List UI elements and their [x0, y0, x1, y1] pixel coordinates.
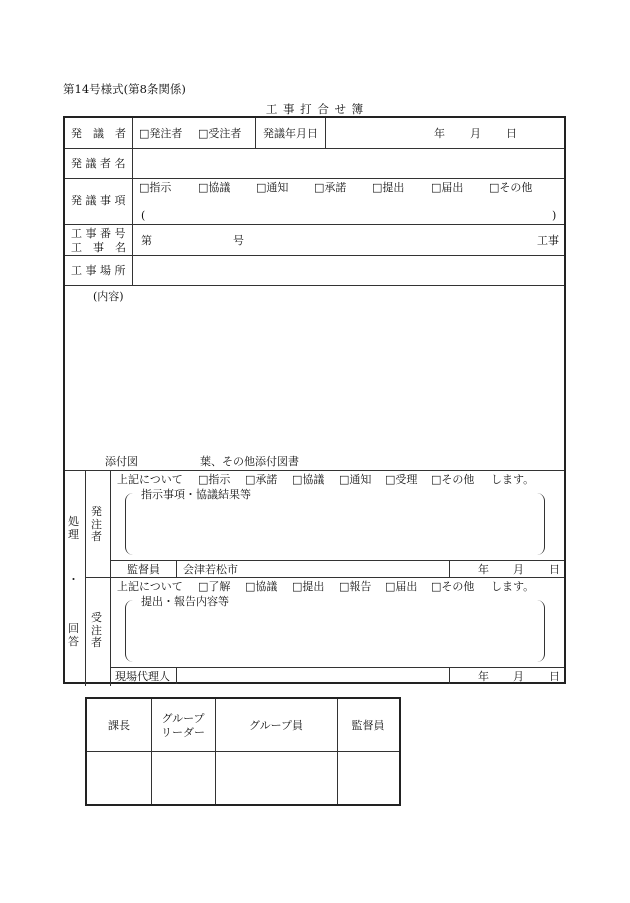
checkbox-icon — [198, 580, 208, 593]
checkbox-icon — [385, 580, 395, 593]
cell-divider — [176, 560, 177, 577]
approval-stamp-table — [85, 697, 401, 806]
attachment-suffix: 葉、その他添付図書 — [200, 455, 299, 468]
checkbox-icon — [139, 181, 149, 194]
stamp-cell-group-leader[interactable] — [152, 752, 215, 804]
checkbox-icon — [372, 181, 382, 194]
checkbox-shiji[interactable] — [139, 182, 171, 193]
option-label: 届出 — [395, 580, 418, 593]
option-label: 承諾 — [324, 181, 347, 194]
checkbox-icon — [198, 181, 208, 194]
option-label: 提出 — [302, 580, 325, 593]
checkbox-icon — [198, 127, 208, 140]
contractor-role-label: 受注者 — [91, 611, 102, 650]
side-dot: ・ — [68, 573, 79, 586]
form-number: 第14号様式(第8条関係) — [63, 82, 186, 96]
option-label: 了解 — [208, 580, 231, 593]
paren-close: ) — [552, 209, 557, 222]
cell-divider — [449, 667, 450, 684]
contractor-intro: 上記について — [117, 580, 183, 593]
orderer-instructions-box[interactable] — [125, 493, 545, 555]
cell-divider — [176, 667, 177, 684]
checkbox-icon — [339, 580, 349, 593]
checkbox-contractor[interactable] — [198, 128, 241, 139]
option-label: 協議 — [208, 181, 231, 194]
contractor-option-hokoku[interactable] — [339, 581, 371, 592]
checkbox-orderer[interactable] — [139, 128, 182, 139]
checkbox-icon — [385, 473, 395, 486]
row-label-work-number: 工 事 番 号 — [71, 227, 126, 240]
side-label-answer: 回答 — [68, 622, 79, 648]
checkbox-icon — [245, 473, 255, 486]
attachment-label: 添付図 — [105, 455, 138, 468]
contractor-date-month: 月 — [513, 670, 524, 683]
cell-divider — [325, 118, 326, 148]
checkbox-teishutsu[interactable] — [372, 182, 404, 193]
option-label: その他 — [441, 473, 475, 486]
orderer-option-tsuchi[interactable] — [339, 474, 371, 485]
option-label: 受注者 — [208, 127, 242, 140]
form-title: 工 事 打 合 せ 簿 — [265, 102, 365, 116]
contractor-date-day: 日 — [549, 670, 560, 683]
meeting-record-form — [63, 116, 566, 684]
cell-divider — [255, 118, 256, 148]
contractor-report-box[interactable] — [125, 600, 545, 662]
date-year-unit: 年 — [434, 127, 445, 140]
label-text: 発 議 者 — [71, 127, 126, 140]
checkbox-icon — [431, 580, 441, 593]
row-divider — [65, 285, 564, 286]
checkbox-icon — [489, 181, 499, 194]
orderer-date-year: 年 — [478, 563, 489, 576]
option-label: 届出 — [441, 181, 464, 194]
orderer-option-shodaku[interactable] — [245, 474, 277, 485]
orderer-role-label: 発注者 — [91, 505, 102, 544]
date-month-unit: 月 — [470, 127, 481, 140]
option-label: 報告 — [349, 580, 372, 593]
supervisor-row-top — [110, 560, 564, 561]
checkbox-icon — [431, 473, 441, 486]
row-divider — [65, 255, 564, 256]
checkbox-icon — [245, 580, 255, 593]
orderer-option-kyogi[interactable] — [292, 474, 324, 485]
work-number-unit: 号 — [233, 234, 244, 247]
row-label-proposer-name: 発 議 者 名 — [71, 157, 126, 170]
checkbox-icon — [314, 181, 324, 194]
checkbox-icon — [292, 580, 302, 593]
cell-divider — [449, 560, 450, 577]
date-label: 発議年月日 — [263, 127, 318, 140]
date-day-unit: 日 — [506, 127, 517, 140]
option-label: 受理 — [395, 473, 418, 486]
checkbox-icon — [198, 473, 208, 486]
checkbox-sonota[interactable] — [489, 182, 532, 193]
content-label: (内容) — [93, 290, 124, 303]
option-label: 指示 — [208, 473, 231, 486]
checkbox-icon — [292, 473, 302, 486]
row-divider — [65, 470, 564, 471]
supervisor-value: 会津若松市 — [183, 563, 238, 576]
option-label: 通知 — [349, 473, 372, 486]
option-label: 通知 — [266, 181, 289, 194]
contractor-date-year: 年 — [478, 670, 489, 683]
row-divider — [65, 178, 564, 179]
option-label: 承諾 — [255, 473, 278, 486]
stamp-cell-supervisor[interactable] — [338, 752, 399, 804]
agent-row-top — [110, 667, 564, 668]
contractor-option-teishutsu[interactable] — [292, 581, 324, 592]
orderer-option-shiji[interactable] — [198, 474, 230, 485]
orderer-end: します。 — [491, 473, 535, 486]
option-label: 協議 — [302, 473, 325, 486]
work-name-suffix: 工事 — [537, 234, 559, 247]
label-column-divider — [132, 118, 133, 285]
supervisor-label: 監督員 — [127, 563, 160, 576]
row-divider — [65, 224, 564, 225]
paren-open: ( — [141, 209, 146, 222]
side-label-processing: 処理 — [68, 515, 79, 541]
orderer-intro: 上記について — [117, 473, 183, 486]
work-number-prefix: 第 — [141, 234, 152, 247]
option-label: 提出 — [382, 181, 405, 194]
contractor-end: します。 — [491, 580, 535, 593]
row-divider — [65, 148, 564, 149]
row-label-work-name: 工 事 名 — [71, 241, 126, 254]
option-label: 発注者 — [149, 127, 183, 140]
orderer-date-day: 日 — [549, 563, 560, 576]
checkbox-shodaku[interactable] — [314, 182, 346, 193]
header-supervisor: 監督員 — [351, 719, 385, 732]
response-role-divider — [110, 470, 111, 686]
option-label: 指示 — [149, 181, 172, 194]
contractor-option-kyogi[interactable] — [245, 581, 277, 592]
stamp-cell-kacho[interactable] — [87, 752, 151, 804]
header-group-leader: グループ リーダー — [161, 712, 205, 739]
contractor-option-todokede[interactable] — [385, 581, 417, 592]
contractor-option-sonota[interactable] — [431, 581, 474, 592]
orderer-box-label: 指示事項・協議結果等 — [141, 488, 251, 501]
row-label-work-location: 工 事 場 所 — [71, 264, 126, 277]
header-group-member: グループ員 — [248, 719, 304, 732]
checkbox-icon — [256, 181, 266, 194]
checkbox-tsuchi[interactable] — [256, 182, 288, 193]
option-label: その他 — [499, 181, 533, 194]
checkbox-icon — [339, 473, 349, 486]
role-divider — [85, 577, 564, 578]
contractor-option-ryokai[interactable] — [198, 581, 230, 592]
site-agent-label: 現場代理人 — [115, 670, 170, 683]
checkbox-todokede[interactable] — [431, 182, 463, 193]
checkbox-icon — [431, 181, 441, 194]
checkbox-kyogi[interactable] — [198, 182, 230, 193]
header-kacho: 課長 — [108, 719, 130, 732]
option-label: その他 — [441, 580, 475, 593]
option-label: 協議 — [255, 580, 278, 593]
orderer-option-juri[interactable] — [385, 474, 417, 485]
row-label-hatsugisha — [71, 128, 127, 139]
orderer-option-sonota[interactable] — [431, 474, 474, 485]
response-side-divider — [85, 470, 86, 686]
checkbox-icon — [139, 127, 149, 140]
orderer-date-month: 月 — [513, 563, 524, 576]
contractor-box-label: 提出・報告内容等 — [141, 595, 229, 608]
row-label-proposal-items: 発 議 事 項 — [71, 194, 126, 207]
stamp-cell-group-member[interactable] — [216, 752, 337, 804]
